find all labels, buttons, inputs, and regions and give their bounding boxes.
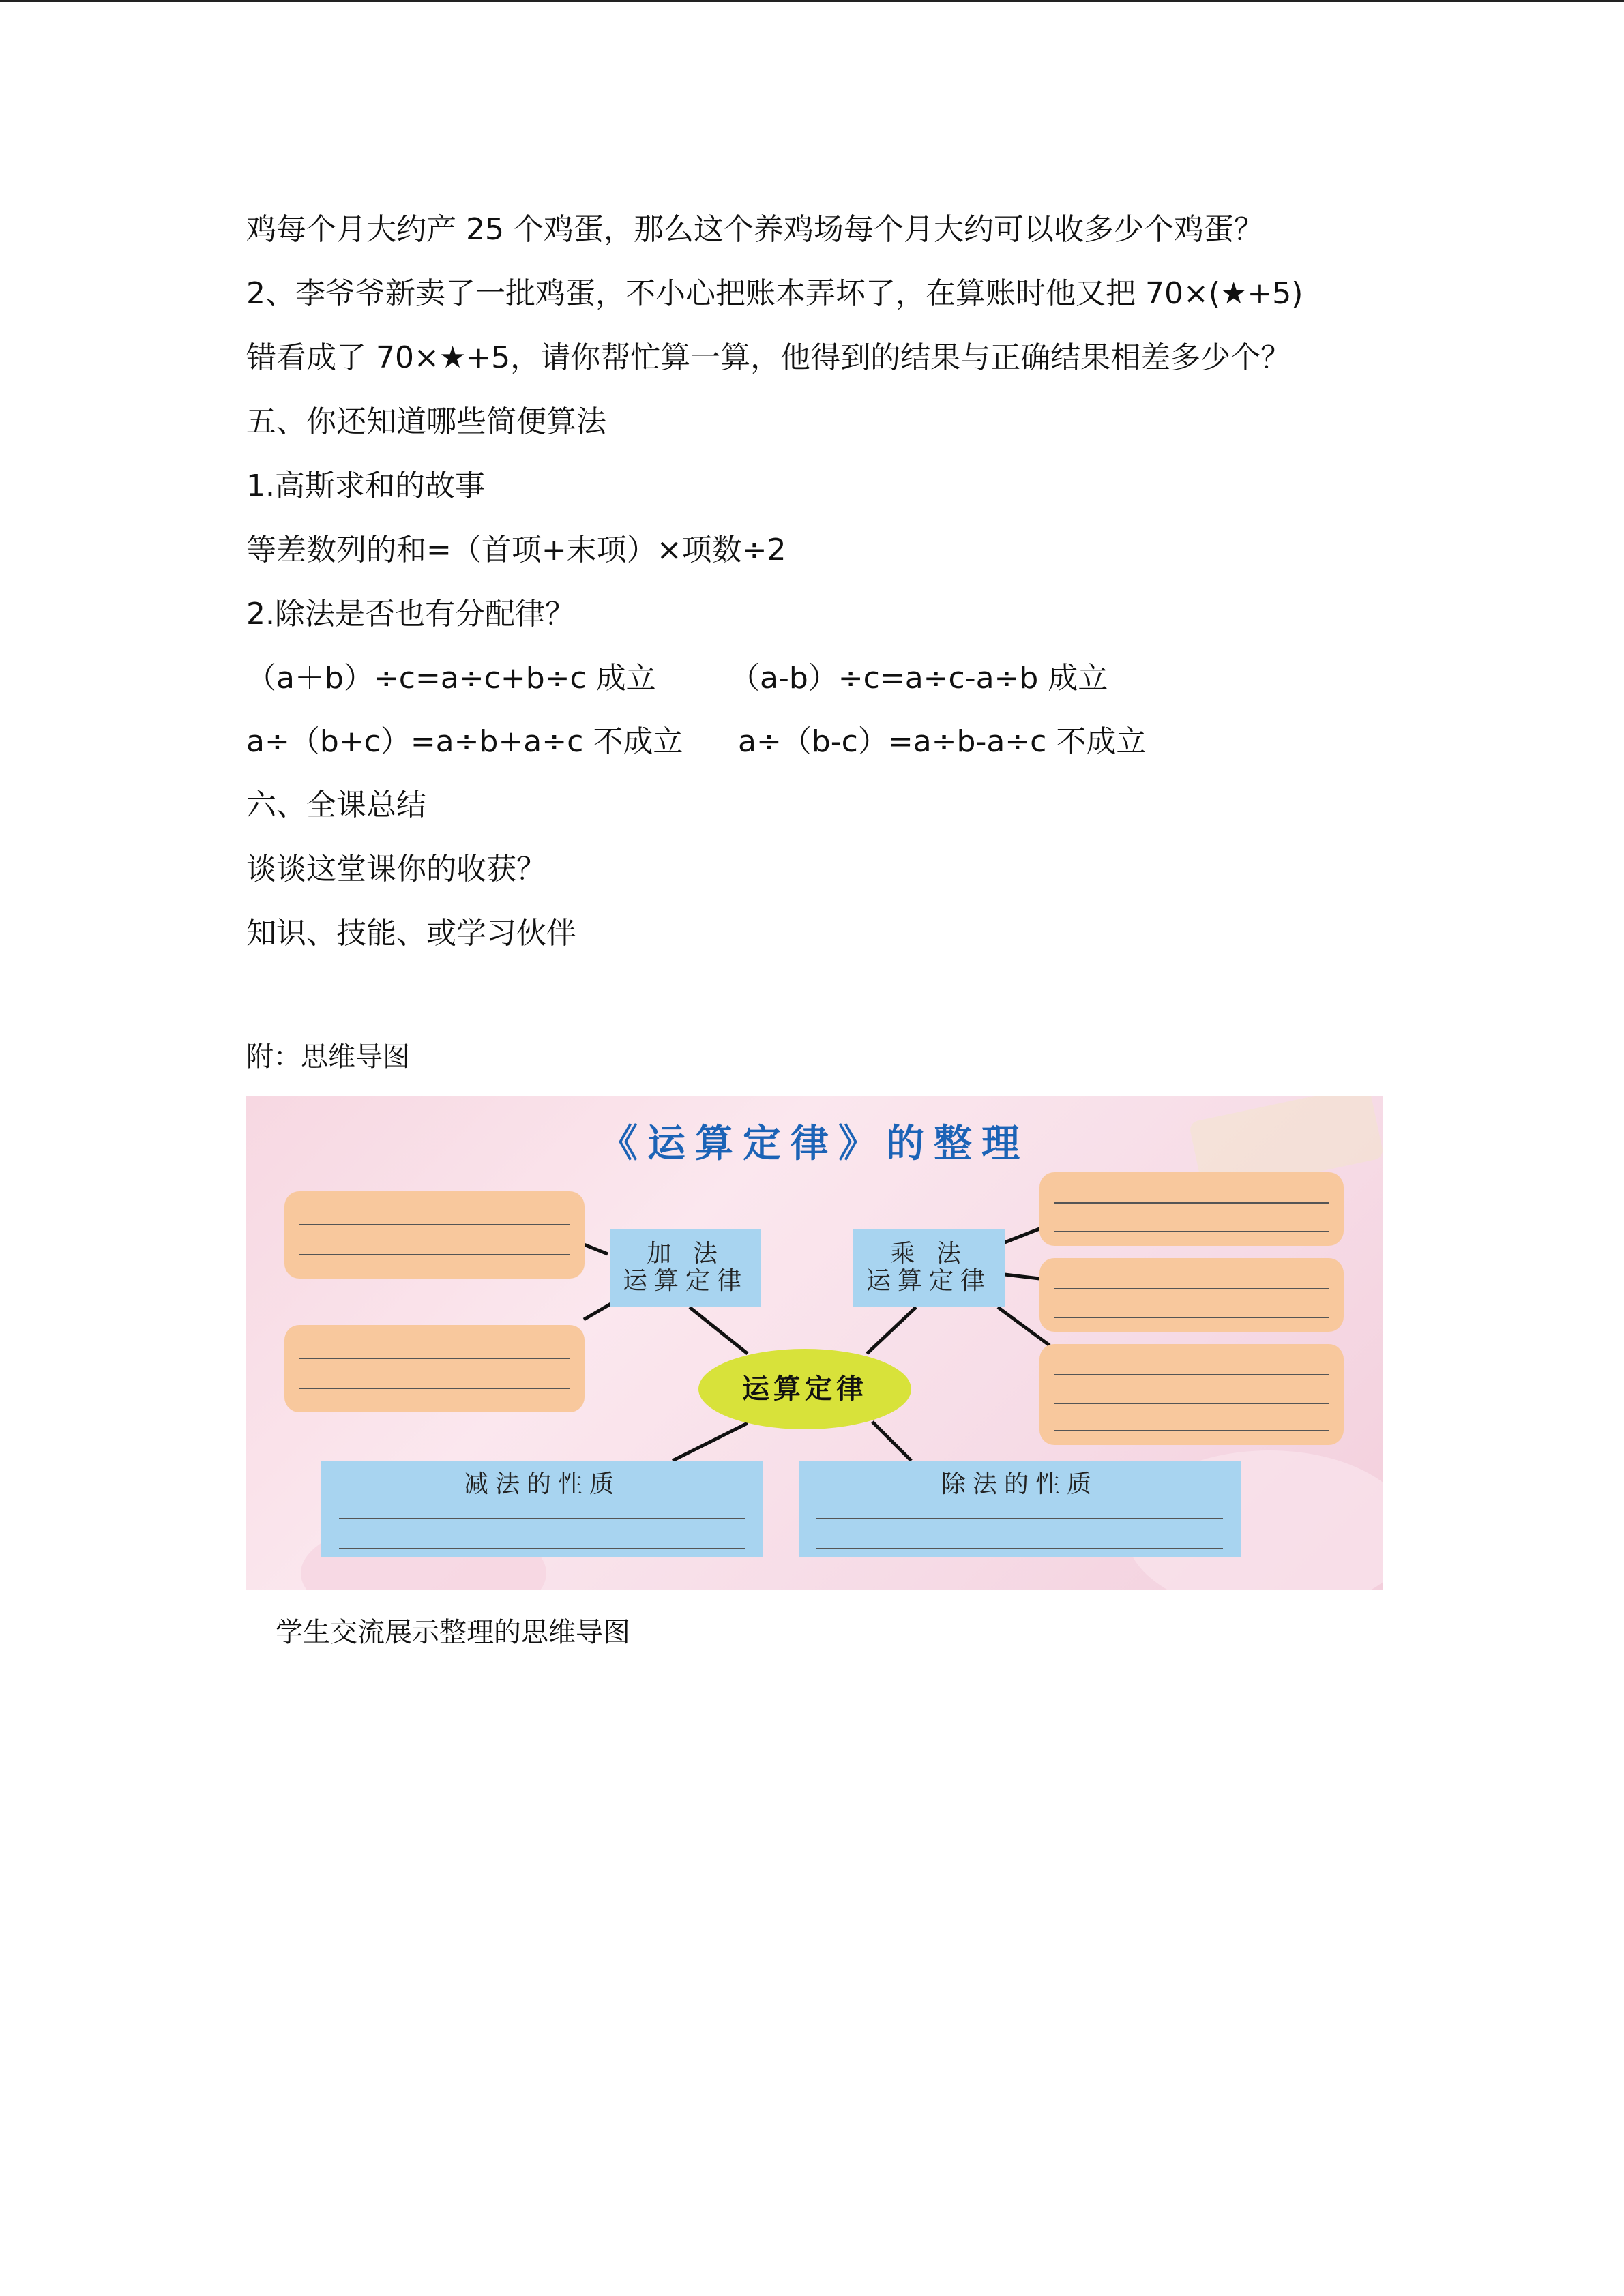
formula-1-right: （a-b）÷c=a÷c-a÷b 成立 — [730, 661, 1108, 696]
text-gauss-story: 1.高斯求和的故事 — [246, 468, 485, 503]
mind-map-figure — [246, 1096, 1383, 1590]
text-division-question: 2.除法是否也有分配律？ — [246, 597, 575, 631]
right-answer-box-2 — [1039, 1258, 1344, 1332]
appendix-label: 附：思维导图 — [246, 1041, 410, 1073]
summary-question: 谈谈这堂课你的收获？ — [246, 852, 546, 886]
multiplication-label-1: 乘 法 — [890, 1240, 968, 1268]
subtraction-label: 减法的性质 — [463, 1470, 621, 1498]
formula-2-left: a÷（b+c）=a÷b+a÷c 不成立 — [246, 724, 683, 759]
section-heading-6: 六、全课总结 — [246, 788, 426, 822]
multiplication-law-box — [853, 1229, 1005, 1307]
section-heading-5: 五、你还知道哪些简便算法 — [246, 404, 606, 439]
addition-label-1: 加 法 — [647, 1240, 724, 1268]
left-answer-box-2 — [284, 1325, 585, 1412]
addition-law-box — [610, 1229, 761, 1307]
multiplication-label-2: 运算定律 — [866, 1267, 992, 1295]
right-answer-box-1 — [1039, 1172, 1344, 1246]
center-node: 运算定律 — [698, 1349, 911, 1429]
formula-1-left: （a＋b）÷c=a÷c+b÷c 成立 — [246, 661, 656, 696]
division-label: 除法的性质 — [941, 1470, 1098, 1498]
division-property-box — [799, 1461, 1241, 1557]
text-arithmetic-sum: 等差数列的和=（首项+末项）×项数÷2 — [246, 533, 786, 567]
text-line-2: 2、李爷爷新卖了一批鸡蛋，不小心把账本弄坏了，在算账时他又把 70×(★+5) — [246, 276, 1303, 311]
addition-label-2: 运算定律 — [622, 1267, 748, 1295]
subtraction-property-box — [321, 1461, 763, 1557]
left-answer-box-1 — [284, 1191, 585, 1279]
mind-map-title: 《运算定律》的整理 — [600, 1121, 1029, 1166]
text-line-3: 错看成了 70×★+5，请你帮忙算一算，他得到的结果与正确结果相差多少个？ — [246, 340, 1291, 375]
summary-answer: 知识、技能、或学习伙伴 — [246, 916, 576, 951]
formula-2-right: a÷（b-c）=a÷b-a÷c 不成立 — [738, 724, 1147, 759]
figure-caption: 学生交流展示整理的思维导图 — [276, 1617, 630, 1648]
text-line-1: 鸡每个月大约产 25 个鸡蛋，那么这个养鸡场每个月大约可以收多少个鸡蛋？ — [246, 212, 1264, 247]
page-top-border — [0, 0, 1624, 2]
right-answer-box-3 — [1039, 1344, 1344, 1445]
